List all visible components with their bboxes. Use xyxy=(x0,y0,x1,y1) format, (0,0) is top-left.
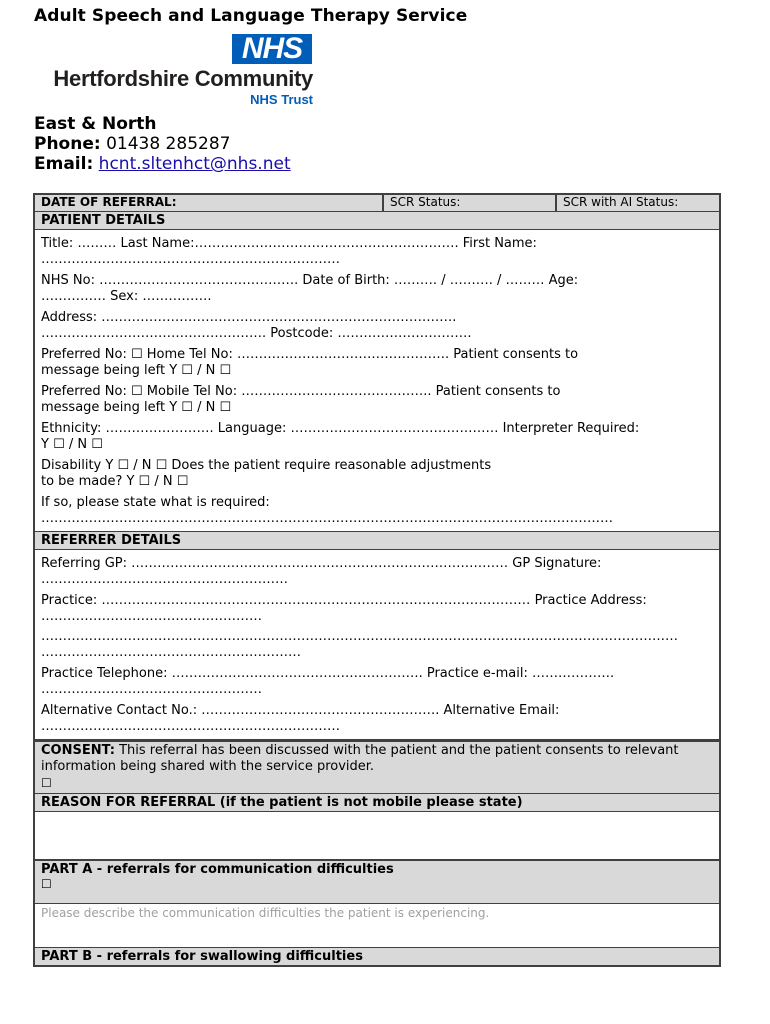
consent-checkbox[interactable]: ☐ xyxy=(41,776,52,790)
ethnicity-language-field[interactable]: Ethnicity: ……………………. Language: ………………………………………… Interpreter Required: Y ☐ / N ☐ xyxy=(41,421,640,452)
part-b-heading: PART B - referrals for swallowing difficulties xyxy=(35,948,719,965)
practice-telephone-field[interactable]: Practice Telephone: …………………………………………………. Practice e-mail: ………………. …………………………………………… xyxy=(41,666,615,697)
phone-value: 01438 285287 xyxy=(106,134,231,154)
trust-name: NHS Trust xyxy=(250,92,313,107)
service-title: Adult Speech and Language Therapy Service xyxy=(34,6,468,26)
phone-label: Phone: xyxy=(34,134,101,154)
patient-details-heading: PATIENT DETAILS xyxy=(35,212,719,230)
referral-form xyxy=(33,193,721,967)
org-name: Hertfordshire Community xyxy=(53,66,313,91)
disability-field[interactable]: Disability Y ☐ / N ☐ Does the patient require reasonable adjustments to be made? Y ☐ / N ☐ xyxy=(41,458,492,489)
part-a-heading: PART A - referrals for communication difficulties ☐ xyxy=(35,860,719,904)
alternative-contact-field[interactable]: Alternative Contact No.: ………………………………………………. Alternative Email: …………………………………………………………… xyxy=(41,703,560,734)
adjustments-field[interactable]: If so, please state what is required: …………………………………………………………………………………………………………………… xyxy=(41,495,613,526)
communication-difficulties-input[interactable]: Please describe the communication difficulties the patient is experiencing. xyxy=(35,904,719,948)
mobile-tel-field[interactable]: Preferred No: ☐ Mobile Tel No: …………………………………….. Patient consents to message being left Y ☐ / N ☐ xyxy=(41,384,561,415)
referring-gp-field[interactable]: Referring GP: …………………………………………………………………………… GP Signature: ………………………………………………… xyxy=(41,556,602,587)
practice-field[interactable]: Practice: ……………………………………………………………………………………… Practice Address: …………………………………………… ………………………………………………………………………………………………………………………………… …………………………………………………… xyxy=(41,593,678,660)
referrer-details-heading: REFERRER DETAILS xyxy=(35,532,719,550)
title-name-field[interactable]: Title: ……… Last Name:……………………………………………………. First Name: …………………………………………………………… xyxy=(41,236,537,267)
referral-top-row xyxy=(35,195,719,212)
address-field[interactable]: Address: ………………………………………………………………………. ……………………………………………. Postcode: …………………………. xyxy=(41,310,472,341)
email-label: Email: xyxy=(34,154,94,174)
phone-line xyxy=(34,134,230,154)
nhs-dob-field[interactable]: NHS No: ………………………………………. Date of Birth: ………. / ………. / ……… Age: …………… Sex: ……………. xyxy=(41,273,579,304)
part-a-checkbox[interactable]: ☐ xyxy=(41,877,52,891)
email-link[interactable]: hcnt.sltenhct@nhs.net xyxy=(98,154,291,174)
reason-for-referral-input[interactable] xyxy=(35,812,719,860)
home-tel-field[interactable]: Preferred No: ☐ Home Tel No: …………………………………………. Patient consents to message being left Y ☐ / N ☐ xyxy=(41,347,579,378)
consent-section xyxy=(35,740,719,794)
consent-text: This referral has been discussed with the patient and the patient consents to relevant information being shared with the service provider. xyxy=(41,743,679,774)
patient-details-section xyxy=(35,230,719,532)
referrer-details-section xyxy=(35,550,719,740)
consent-label: CONSENT: xyxy=(41,743,115,758)
reason-for-referral-heading: REASON FOR REFERRAL (if the patient is not mobile please state) xyxy=(35,794,719,812)
nhs-logo xyxy=(232,34,312,64)
region-label: East & North xyxy=(34,114,157,134)
scr-status-field[interactable]: SCR Status: xyxy=(384,195,557,211)
scr-ai-status-field[interactable]: SCR with AI Status: xyxy=(563,195,679,209)
email-line xyxy=(34,154,291,174)
nhs-logo-text: NHS xyxy=(241,32,303,65)
date-of-referral-label[interactable]: DATE OF REFERRAL: xyxy=(35,195,384,211)
